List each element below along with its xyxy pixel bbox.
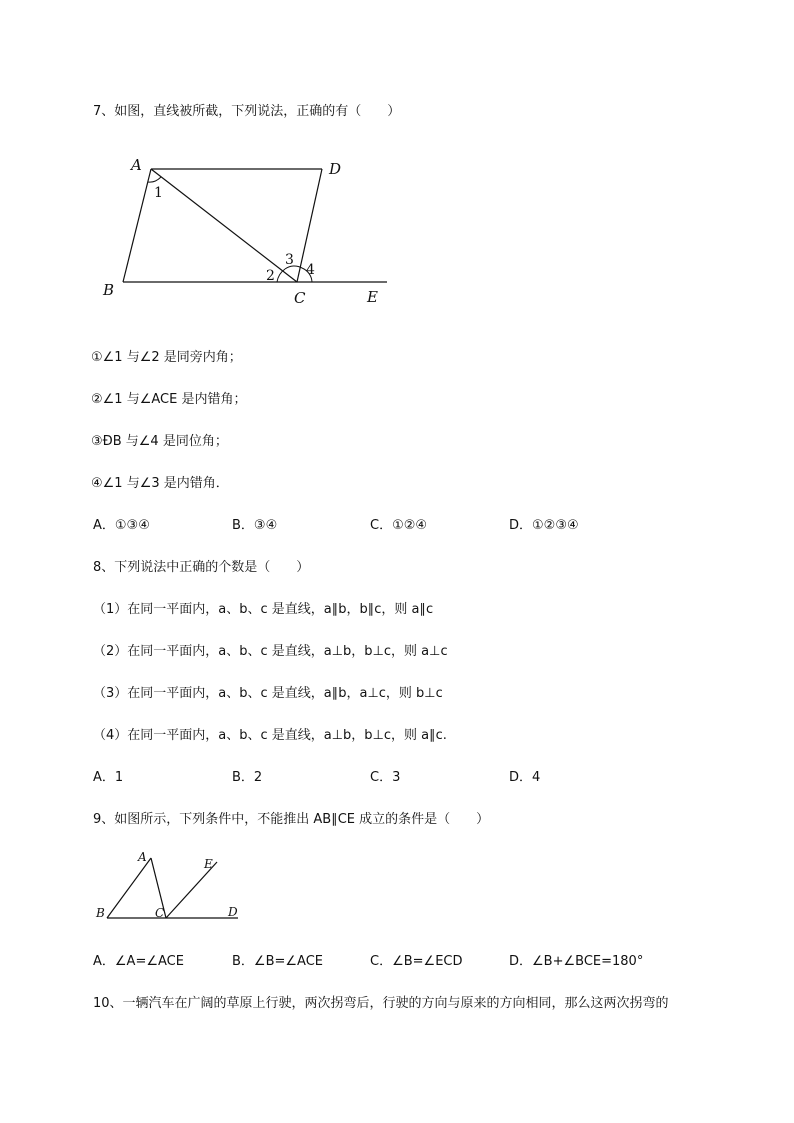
q7-choice-d[interactable]: D．①②③④	[509, 518, 579, 533]
q7-statement-2: ②∠1 与∠ACE 是内错角；	[91, 392, 247, 407]
q7-statement-4: ④∠1 与∠3 是内错角．	[91, 476, 229, 491]
q7-angle-1: 1	[154, 185, 163, 201]
q7-stem: 7、如图，直线被所截，下列说法，正确的有（ ）	[93, 104, 401, 119]
q8-item-3: （3）在同一平面内，a、b、c 是直线，a∥b，a⊥c，则 b⊥c	[93, 686, 443, 701]
q7-label-E: E	[367, 288, 378, 306]
q10-stem: 10、一辆汽车在广阔的草原上行驶，两次拐弯后，行驶的方向与原来的方向相同，那么这两次拐弯的	[93, 996, 669, 1011]
q9-label-E: E	[204, 857, 213, 871]
q9-choice-c[interactable]: C．∠B=∠ECD	[370, 954, 463, 969]
q7-label-D: D	[329, 160, 342, 178]
q8-choice-b[interactable]: B．2	[232, 770, 263, 785]
q9-choice-b[interactable]: B．∠B=∠ACE	[232, 954, 323, 969]
q7-statement-1: ①∠1 与∠2 是同旁内角；	[91, 350, 242, 365]
q9-label-B: B	[96, 906, 105, 920]
q9-label-A: A	[138, 850, 147, 864]
q8-item-4: （4）在同一平面内，a、b、c 是直线，a⊥b，b⊥c，则 a∥c.	[93, 728, 447, 743]
q9-label-C: C	[155, 906, 165, 920]
q7-label-C: C	[294, 289, 306, 307]
q9-choice-d[interactable]: D．∠B+∠BCE=180°	[509, 954, 644, 969]
q8-choice-d[interactable]: D．4	[509, 770, 541, 785]
q7-angle-4: 4	[306, 262, 315, 278]
q7-label-A: A	[131, 156, 142, 174]
q7-choice-b[interactable]: B．③④	[232, 518, 278, 533]
q8-choice-a[interactable]: A．1	[93, 770, 124, 785]
q7-angle-3: 3	[285, 252, 294, 268]
q7-choice-c[interactable]: C．①②④	[370, 518, 428, 533]
q9-choice-a[interactable]: A．∠A=∠ACE	[93, 954, 184, 969]
q9-stem: 9、如图所示，下列条件中，不能推出 AB∥CE 成立的条件是（ ）	[93, 812, 490, 827]
q8-stem: 8、下列说法中正确的个数是（ ）	[93, 560, 310, 575]
q9-figure	[93, 848, 253, 928]
q8-item-2: （2）在同一平面内，a、b、c 是直线，a⊥b，b⊥c，则 a⊥c	[93, 644, 448, 659]
q8-choice-c[interactable]: C．3	[370, 770, 401, 785]
q7-angle-2: 2	[266, 268, 275, 284]
q7-statement-3: ③ÐB 与∠4 是同位角；	[91, 434, 228, 449]
q7-label-B: B	[103, 281, 115, 299]
q8-item-1: （1）在同一平面内，a、b、c 是直线，a∥b，b∥c，则 a∥c	[93, 602, 434, 617]
q9-label-D: D	[228, 905, 238, 919]
q7-choice-a[interactable]: A．①③④	[93, 518, 150, 533]
q7-figure	[95, 150, 395, 310]
